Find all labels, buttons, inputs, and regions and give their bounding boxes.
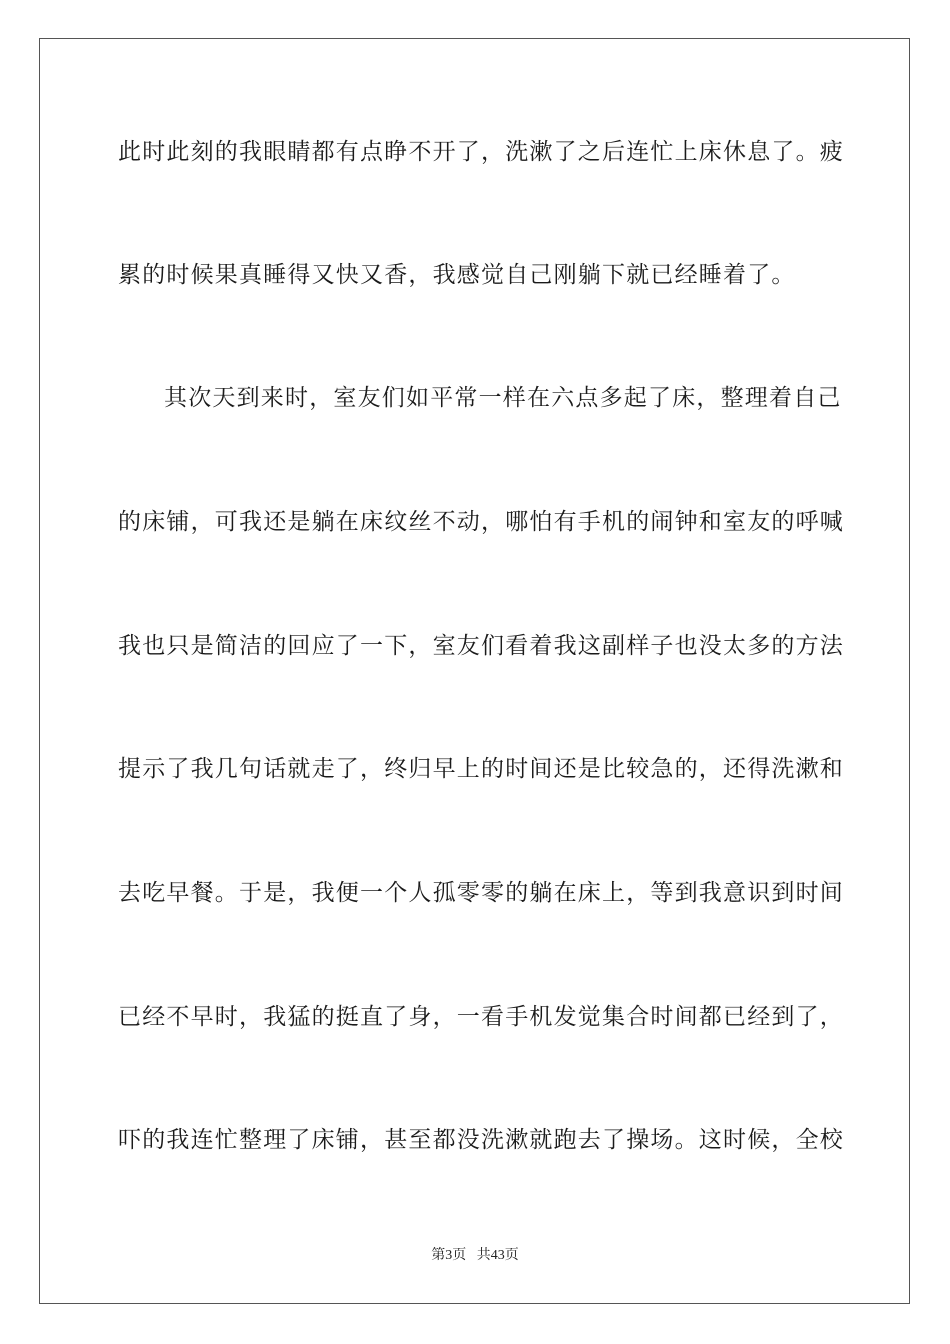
paragraph-line-2: 累的时候果真睡得又快又香，我感觉自己刚躺下就已经睡着了。 [118,262,796,288]
paragraph-line-4: 的床铺，可我还是躺在床纹丝不动，哪怕有手机的闹钟和室友的呼喊 [118,509,844,535]
paragraph-line-5: 我也只是简洁的回应了一下，室友们看着我这副样子也没太多的方法 [118,633,844,659]
paragraph-line-6: 提示了我几句话就走了，终归早上的时间还是比较急的，还得洗漱和 [118,756,844,782]
paragraph-line-7: 去吃早餐。于是，我便一个人孤零零的躺在床上，等到我意识到时间 [118,880,844,906]
paragraph-line-3: 其次天到来时，室友们如平常一样在六点多起了床，整理着自己 [164,385,842,411]
paragraph-line-8: 已经不早时，我猛的挺直了身，一看手机发觉集合时间都已经到了， [118,1004,844,1030]
paragraph-line-1: 此时此刻的我眼睛都有点睁不开了，洗漱了之后连忙上床休息了。疲 [118,139,844,165]
page-footer [0,1247,950,1265]
page-border [39,38,910,1304]
paragraph-line-9: 吓的我连忙整理了床铺，甚至都没洗漱就跑去了操场。这时候，全校 [118,1127,844,1153]
total-pages: 共43页 [476,1248,519,1263]
page-number: 第3页 [431,1248,467,1263]
